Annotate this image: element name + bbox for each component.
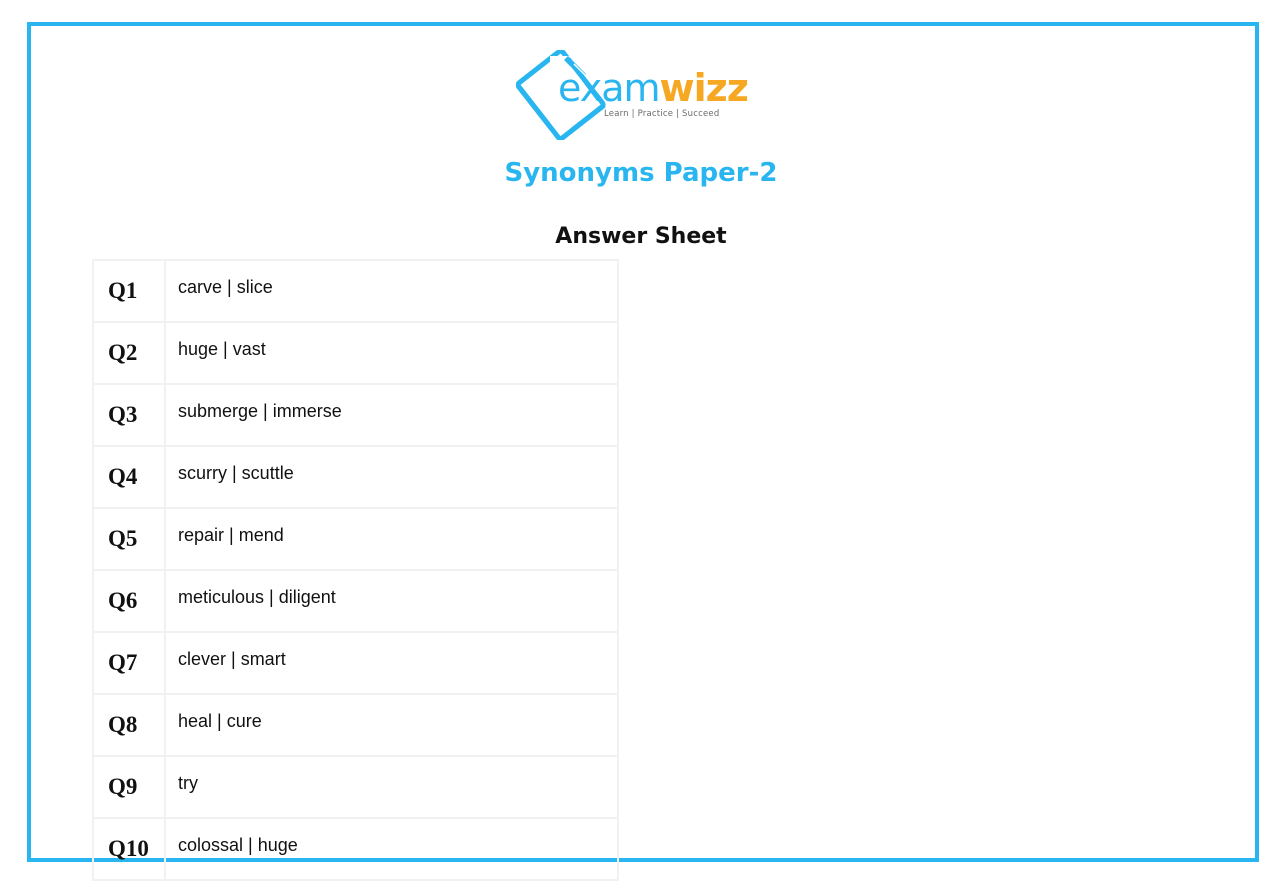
question-number: Q3	[93, 384, 165, 446]
logo-tagline: Learn | Practice | Succeed	[604, 109, 720, 119]
answer-text: huge | vast	[165, 322, 618, 384]
table-row	[93, 694, 618, 756]
table-row	[93, 322, 618, 384]
question-number: Q2	[93, 322, 165, 384]
logo-word-exam: exam	[558, 66, 660, 110]
table-row	[93, 570, 618, 632]
answer-text: colossal | huge	[165, 818, 618, 880]
answer-text: meticulous | diligent	[165, 570, 618, 632]
question-number: Q6	[93, 570, 165, 632]
question-number: Q9	[93, 756, 165, 818]
answer-sheet-heading: Answer Sheet	[555, 224, 727, 249]
answer-text: heal | cure	[165, 694, 618, 756]
paper-title: Synonyms Paper-2	[504, 158, 778, 188]
answer-text: scurry | scuttle	[165, 446, 618, 508]
table-row	[93, 632, 618, 694]
table-row	[93, 384, 618, 446]
table-row	[93, 260, 618, 322]
question-number: Q5	[93, 508, 165, 570]
table-row	[93, 446, 618, 508]
table-row	[93, 818, 618, 880]
question-number: Q8	[93, 694, 165, 756]
answer-text: repair | mend	[165, 508, 618, 570]
question-number: Q1	[93, 260, 165, 322]
logo-word-wizz: wizz	[659, 66, 748, 110]
answer-text: submerge | immerse	[165, 384, 618, 446]
question-number: Q4	[93, 446, 165, 508]
table-row	[93, 756, 618, 818]
logo-wordmark	[558, 66, 748, 110]
answer-text: carve | slice	[165, 260, 618, 322]
examwizz-logo	[516, 50, 766, 140]
question-number: Q7	[93, 632, 165, 694]
answer-text: clever | smart	[165, 632, 618, 694]
table-row	[93, 508, 618, 570]
question-number: Q10	[93, 818, 165, 880]
answer-text: try	[165, 756, 618, 818]
answer-table	[92, 259, 619, 881]
